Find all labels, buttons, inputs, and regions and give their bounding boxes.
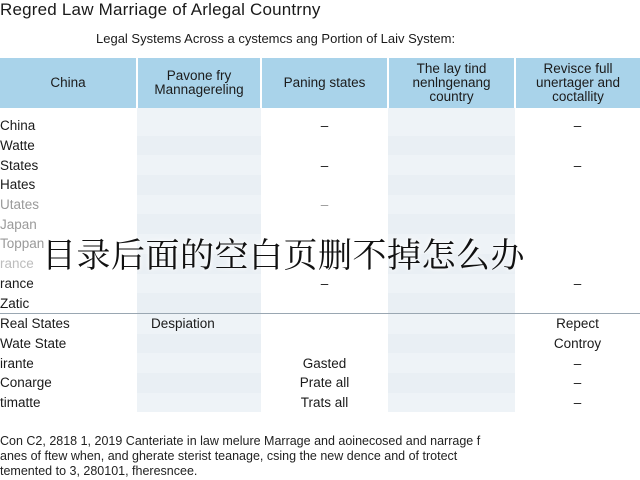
row-label-cell: Hates bbox=[0, 177, 36, 193]
table-cell bbox=[137, 136, 261, 156]
table-cell: – bbox=[573, 157, 582, 173]
header-cell: Revisce full unertager and coctallity bbox=[515, 58, 640, 108]
table-cell: Trats all bbox=[300, 394, 349, 410]
document-subtitle: Legal Systems Across a cystemcs ang Portion of Laiv System: bbox=[96, 31, 456, 46]
table-row bbox=[0, 116, 640, 136]
row-label-cell: Toppan bbox=[0, 236, 45, 252]
row-label-cell: States bbox=[0, 157, 39, 173]
table-cell bbox=[515, 136, 640, 156]
footnote-line: anes of ftew when, and gherate sterist teanage, csing the new dence and of trotect bbox=[0, 449, 458, 463]
table-cell bbox=[388, 175, 515, 195]
table-cell bbox=[388, 155, 515, 175]
table-cell bbox=[261, 313, 388, 333]
table-cell bbox=[137, 334, 261, 354]
table-cell bbox=[137, 155, 261, 175]
table-cell bbox=[515, 195, 640, 215]
row-label-cell: timatte bbox=[0, 394, 41, 410]
table-cell: – bbox=[320, 157, 329, 173]
row-label-cell: Real States bbox=[0, 313, 137, 333]
table-cell bbox=[137, 195, 261, 215]
table-cell bbox=[261, 175, 388, 195]
spacer-row bbox=[0, 108, 640, 116]
table-cell bbox=[388, 353, 515, 373]
table-cell: – bbox=[573, 118, 582, 134]
row-label-cell: irante bbox=[0, 355, 34, 371]
table-cell: – bbox=[320, 275, 329, 291]
header-cell: China bbox=[0, 58, 137, 108]
row-label-cell: Utates bbox=[0, 197, 40, 213]
header-cell: Paning states bbox=[261, 58, 388, 108]
table-cell bbox=[261, 136, 388, 156]
table-row bbox=[0, 353, 640, 373]
table-cell: Controy bbox=[553, 335, 602, 351]
table-cell bbox=[515, 293, 640, 313]
table-row bbox=[0, 175, 640, 195]
table-cell bbox=[515, 234, 640, 254]
table-cell bbox=[137, 116, 261, 136]
table-row bbox=[0, 136, 640, 156]
table-cell bbox=[515, 214, 640, 234]
footnote-line: temented to 3, 280101, fheresncee. bbox=[0, 464, 198, 478]
table-cell bbox=[388, 334, 515, 354]
table-cell: – bbox=[573, 375, 582, 391]
table-cell bbox=[388, 373, 515, 393]
row-label-cell: rance bbox=[0, 275, 34, 291]
row-label-cell: China bbox=[0, 118, 36, 134]
footnote-line: Con C2, 2818 1, 2019 Canteriate in law melure Marrage and aoinecosed and narrage f bbox=[0, 434, 481, 448]
table-cell bbox=[137, 353, 261, 373]
table-row bbox=[0, 373, 640, 393]
table-cell: – bbox=[573, 275, 582, 291]
table-cell bbox=[388, 313, 515, 333]
table-cell bbox=[137, 373, 261, 393]
table-cell bbox=[515, 254, 640, 274]
table-row bbox=[0, 195, 640, 215]
table-row bbox=[0, 313, 640, 333]
table-cell: Gasted bbox=[302, 355, 347, 371]
table-header-row bbox=[0, 58, 640, 108]
row-label-cell: Watte bbox=[0, 138, 35, 154]
footnote bbox=[0, 434, 480, 479]
table-cell bbox=[137, 293, 261, 313]
table-cell: Repect bbox=[515, 313, 640, 333]
row-label-cell: Conarge bbox=[0, 375, 52, 391]
table-row bbox=[0, 293, 640, 313]
table-cell bbox=[137, 175, 261, 195]
table-cell bbox=[388, 293, 515, 313]
document-title: Regred Law Marriage of Arlegal Countrny bbox=[0, 0, 321, 19]
row-label-cell: Wate State bbox=[0, 335, 67, 351]
table-cell: – bbox=[573, 355, 582, 371]
table-cell bbox=[261, 334, 388, 354]
table-row bbox=[0, 334, 640, 354]
table-cell bbox=[388, 195, 515, 215]
row-label-cell: rance bbox=[0, 256, 34, 272]
header-cell: Pavone fry Mannagereling bbox=[137, 58, 261, 108]
overlay-caption: 目录后面的空白页删不掉怎么办 bbox=[42, 236, 525, 276]
table-row bbox=[0, 155, 640, 175]
row-label-cell: Zatic bbox=[0, 295, 30, 311]
table-cell bbox=[137, 393, 261, 413]
table-cell: Despiation bbox=[137, 313, 261, 333]
table-cell: – bbox=[573, 394, 582, 410]
table-row bbox=[0, 393, 640, 413]
table-cell: Prate all bbox=[299, 375, 350, 391]
header-cell: The lay tind nenlngenang country bbox=[388, 58, 515, 108]
table-cell bbox=[388, 393, 515, 413]
row-label-cell: Japan bbox=[0, 216, 37, 232]
table-cell: – bbox=[320, 197, 329, 213]
table-cell bbox=[261, 293, 388, 313]
table-cell: – bbox=[320, 118, 329, 134]
table-cell bbox=[388, 136, 515, 156]
table-cell bbox=[515, 175, 640, 195]
table-cell bbox=[388, 116, 515, 136]
